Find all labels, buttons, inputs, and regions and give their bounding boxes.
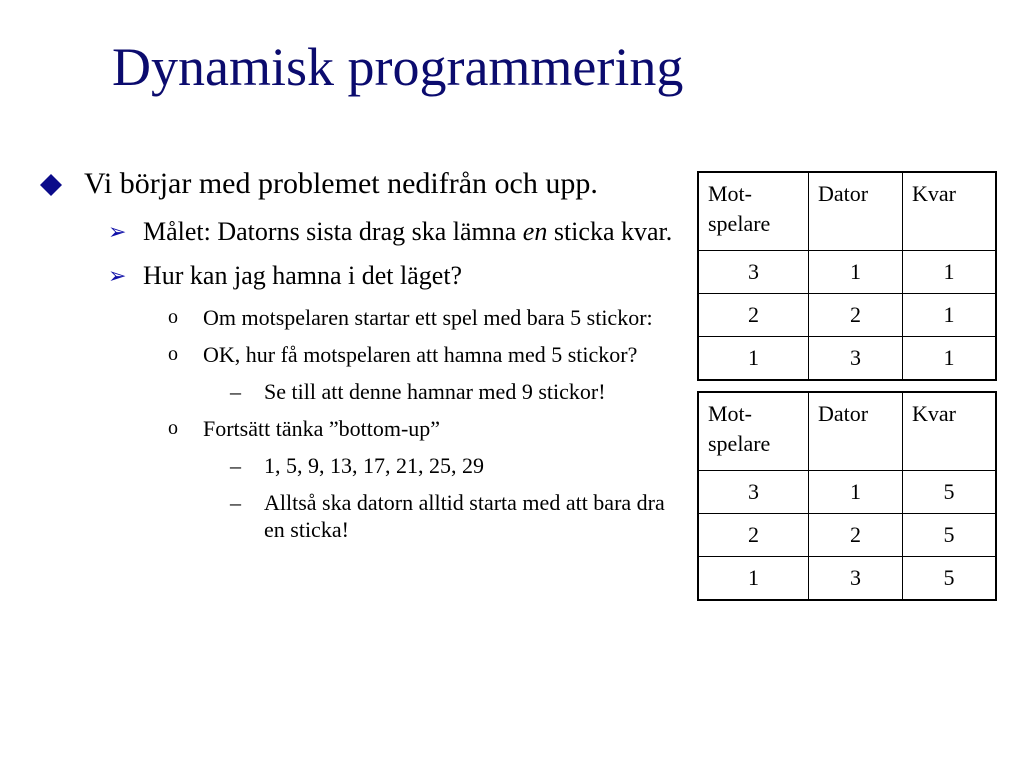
table-cell: 1 — [809, 471, 903, 514]
circle-bullet-icon: o — [168, 343, 178, 365]
table-cell: 2 — [698, 294, 809, 337]
table-header-row — [698, 392, 996, 471]
arrow-bullet-icon: ➢ — [108, 219, 127, 244]
bullet-level4 — [40, 489, 680, 543]
bullet-text: Om motspelaren startar ett spel med bara 5 stickor: — [203, 305, 653, 330]
table-cell: 1 — [698, 557, 809, 601]
bullet-level3 — [40, 415, 680, 442]
table-cell: 3 — [698, 471, 809, 514]
table-cell: 1 — [903, 337, 997, 381]
table-cell: 5 — [903, 471, 997, 514]
dash-bullet-icon: – — [230, 490, 241, 515]
bullet-text: Alltså ska datorn alltid starta med att bara dra en sticka! — [264, 490, 665, 542]
header-cell-motspelare: Mot-spelare — [698, 392, 809, 471]
bullet-text: 1, 5, 9, 13, 17, 21, 25, 29 — [264, 453, 484, 478]
table-cell: 5 — [903, 557, 997, 601]
bullet-text: Se till att denne hamnar med 9 stickor! — [264, 379, 606, 404]
header-cell-kvar: Kvar — [903, 172, 997, 251]
table-cell: 1 — [903, 251, 997, 294]
bullet-list — [40, 166, 680, 553]
emphasis-text: en — [522, 217, 548, 246]
bullet-text: Vi börjar med problemet nedifrån och upp. — [84, 167, 598, 200]
header-cell-dator: Dator — [809, 392, 903, 471]
bullet-text: Målet: Datorns sista drag ska lämna en sticka kvar. — [143, 217, 673, 246]
header-cell-dator: Dator — [809, 172, 903, 251]
bullet-level2 — [40, 216, 680, 248]
table-row — [698, 557, 996, 601]
table-cell: 3 — [809, 557, 903, 601]
table-kvar-5 — [697, 391, 997, 601]
table-cell: 1 — [903, 294, 997, 337]
table-cell: 1 — [809, 251, 903, 294]
table-cell: 2 — [698, 514, 809, 557]
table-row — [698, 514, 996, 557]
bullet-level2 — [40, 260, 680, 292]
table-kvar-1 — [697, 171, 997, 381]
dash-bullet-icon: – — [230, 379, 241, 404]
circle-bullet-icon: o — [168, 306, 178, 328]
table-cell: 3 — [809, 337, 903, 381]
bullet-text: OK, hur få motspelaren att hamna med 5 stickor? — [203, 342, 638, 367]
bullet-level1 — [40, 166, 680, 202]
table-cell: 3 — [698, 251, 809, 294]
table-row — [698, 337, 996, 381]
bullet-text: Fortsätt tänka ”bottom-up” — [203, 416, 441, 441]
diamond-bullet-icon — [40, 166, 76, 205]
header-cell-kvar: Kvar — [903, 392, 997, 471]
bullet-level4 — [40, 378, 680, 405]
table-header-row — [698, 172, 996, 251]
slide-title: Dynamisk programmering — [112, 37, 684, 97]
table-row — [698, 471, 996, 514]
table-row — [698, 294, 996, 337]
table-cell: 1 — [698, 337, 809, 381]
table-cell: 2 — [809, 514, 903, 557]
circle-bullet-icon: o — [168, 417, 178, 439]
table-cell: 2 — [809, 294, 903, 337]
arrow-bullet-icon: ➢ — [108, 263, 127, 288]
bullet-level3 — [40, 304, 680, 331]
table-cell: 5 — [903, 514, 997, 557]
bullet-level4 — [40, 452, 680, 479]
table-row — [698, 251, 996, 294]
bullet-level3 — [40, 341, 680, 368]
header-cell-motspelare: Mot-spelare — [698, 172, 809, 251]
bullet-text: Hur kan jag hamna i det läget? — [143, 261, 463, 290]
dash-bullet-icon: – — [230, 453, 241, 478]
